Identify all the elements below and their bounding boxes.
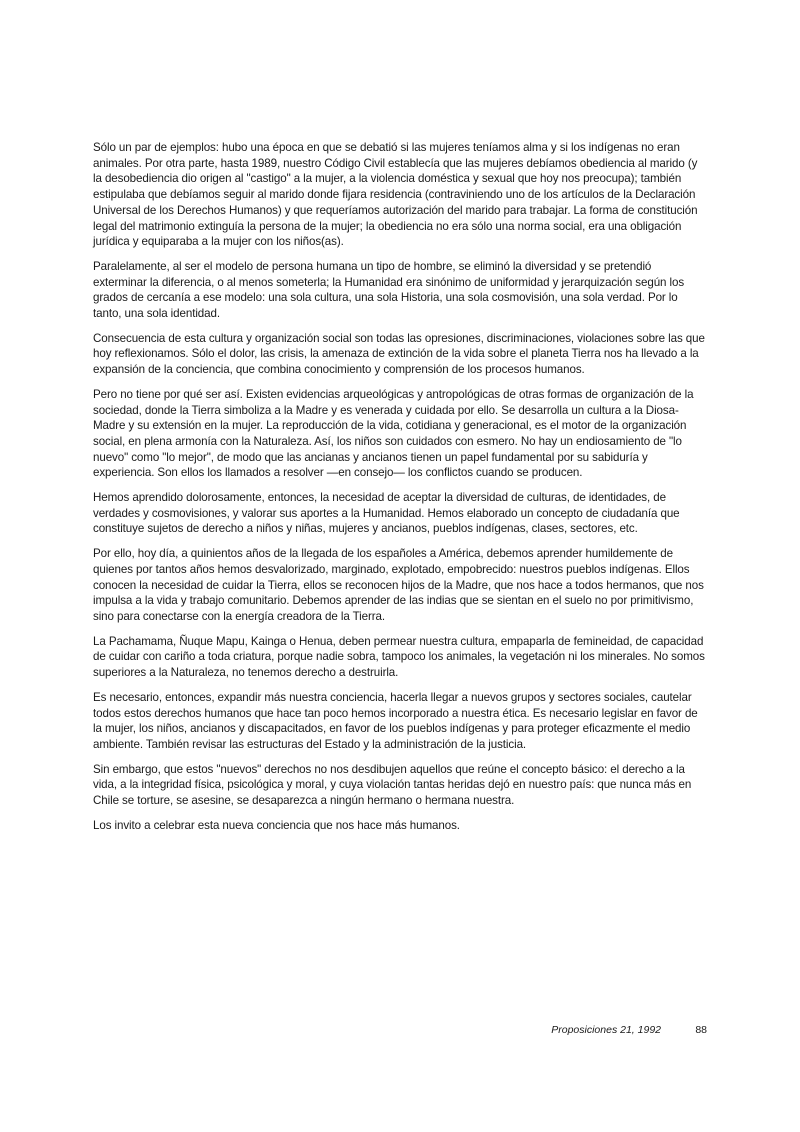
paragraph-3: Consecuencia de esta cultura y organización social son todas las opresiones, discriminaciones, violaciones sobre las que hoy reflexionamos. Sólo el dolor, las crisis, la amenaza de extinción de la vida sobre el planeta Tierra nos ha llevado a la expansión de la conciencia, que combina conocimiento y comprensión de los procesos humanos. bbox=[93, 331, 705, 377]
paragraph-10: Los invito a celebrar esta nueva conciencia que nos hace más humanos. bbox=[93, 818, 460, 832]
page-number: 88 bbox=[695, 1024, 707, 1036]
footer-source: Proposiciones 21, 1992 bbox=[551, 1024, 661, 1036]
paragraph-4: Pero no tiene por qué ser así. Existen evidencias arqueológicas y antropológicas de otras formas de organización de la sociedad, donde la Tierra simboliza a la Madre y es venerada y cuidada por ello. Se desarrolla un cultura a la Diosa-Madre y su extensión en la mujer. La reproducción de la vida, cotidiana y generacional, es el motor de la organización social, en plena armonía con la Naturaleza. Así, los niños son cuidados con esmero. No hay un endiosamiento de "lo nuevo" como "lo mejor", de modo que las ancianas y ancianos tienen un papel fundamental por su sabiduría y experiencia. Son ellos los llamados a resolver —en consejo— los conflictos cuando se producen. bbox=[93, 387, 694, 480]
page-footer bbox=[93, 1024, 707, 1040]
paragraph-9: Sin embargo, que estos "nuevos" derechos no nos desdibujen aquellos que reúne el concepto básico: el derecho a la vida, a la integridad física, psicológica y moral, y cuya violación tantas heridas dejó en nuestro país: que nunca más en Chile se torture, se asesine, se desaparezca a ningún hermano o hermana nuestra. bbox=[93, 762, 692, 808]
paragraph-5: Hemos aprendido dolorosamente, entonces, la necesidad de aceptar la diversidad de culturas, de identidades, de verdades y cosmovisiones, y valorar sus aportes a la Humanidad. Hemos elaborado un concepto de ciudadanía que constituye sujetos de derecho a niños y niñas, mujeres y ancianos, pueblos indígenas, clases, sectores, etc. bbox=[93, 491, 680, 536]
paragraph-6: Por ello, hoy día, a quinientos años de la llegada de los españoles a América, debemos aprender humildemente de quienes por tantos años hemos desvalorizado, marginado, explotado, empobrecido: nuestros pueblos indígenas. Ellos conocen la necesidad de cuidar la Tierra, ellos se reconocen hijos de la Madre, que nos hace a todos hermanos, que nos impulsa a la vida y trabajo comunitario. Debemos aprender de las indias que se sientan en el suelo no por primitivismo, sino para conectarse con la energía creadora de la Tierra. bbox=[93, 547, 704, 623]
paragraph-1: Sólo un par de ejemplos: hubo una época en que se debatió si las mujeres teníamos alma y si los indígenas no eran animales. Por otra parte, hasta 1989, nuestro Código Civil establecía que las mujeres debíamos obediencia al marido (y la desobediencia dio origen al "castigo" a la mujer, a la violencia doméstica y sexual que hoy nos preocupa); también estipulaba que debíamos seguir al marido donde fijara residencia (contraviniendo uno de los artículos de la Declaración Universal de los Derechos Humanos) y que requeríamos autorización del marido para trabajar. La forma de constitución legal del matrimonio extinguía la persona de la mujer; la obediencia no era sólo una norma social, era una obligación jurídica y equiparaba a la mujer con los niños(as). bbox=[93, 141, 698, 249]
paragraph-7: La Pachamama, Ñuque Mapu, Kainga o Henua, deben permear nuestra cultura, empaparla de femineidad, de capacidad de cuidar con cariño a toda criatura, porque nadie sobra, tampoco los animales, la vegetación ni los minerales. No somos superiores a la Naturaleza, no tenemos derecho a destruirla. bbox=[93, 634, 705, 680]
paragraph-2: Paralelamente, al ser el modelo de persona humana un tipo de hombre, se eliminó la diversidad y se pretendió exterminar la diferencia, o al menos someterla; la Humanidad era sinónimo de uniformidad y jerarquización según los grados de cercanía a ese modelo: una sola cultura, una sola Historia, una sola cosmovisión, una sola verdad. Por lo tanto, una sola identidad. bbox=[93, 259, 685, 321]
document-body bbox=[93, 140, 707, 842]
paragraph-8: Es necesario, entonces, expandir más nuestra conciencia, hacerla llegar a nuevos grupos y sectores sociales, cautelar todos estos derechos humanos que hace tan poco hemos incorporado a nuestra ética. Es necesario legislar en favor de la mujer, los niños, ancianos y discapacitados, en favor de los pueblos indígenas y para proteger eficazmente el medio ambiente. También revisar las estructuras del Estado y la administración de la justicia. bbox=[93, 690, 698, 751]
